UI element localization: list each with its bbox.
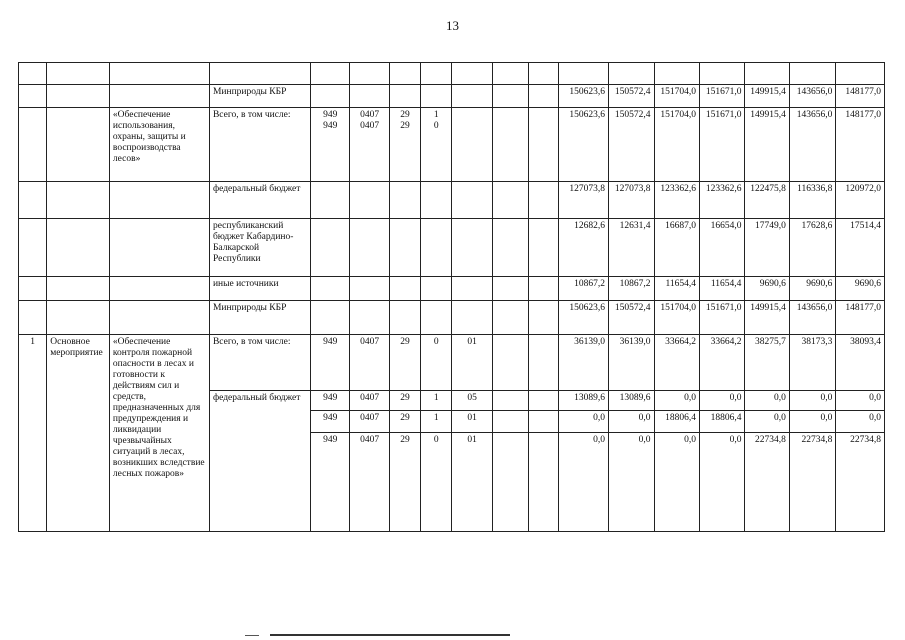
- value-cell: 13089,6: [609, 391, 654, 411]
- value-cell: 9690,6: [745, 277, 789, 301]
- row-kind-cell: [47, 219, 110, 277]
- code-cell: [350, 277, 389, 301]
- code-cell: [452, 182, 492, 219]
- value-cell: 38093,4: [836, 335, 885, 391]
- scan-mark: [245, 635, 259, 636]
- empty-cell: [529, 301, 558, 335]
- value-cell: 0,0: [609, 433, 654, 532]
- code-cell: 1 0: [421, 108, 452, 182]
- value-cell: 150572,4: [609, 108, 654, 182]
- empty-cell: [492, 277, 528, 301]
- empty-cell: [492, 301, 528, 335]
- empty-cell: [529, 219, 558, 277]
- row-number-cell: [19, 182, 47, 219]
- funding-source-cell: Минприроды КБР: [209, 85, 310, 108]
- value-cell: 0,0: [836, 391, 885, 411]
- value-cell: 127073,8: [558, 182, 609, 219]
- value-cell: 148177,0: [836, 85, 885, 108]
- code-cell: [452, 85, 492, 108]
- table-row: [19, 85, 885, 108]
- value-cell: 116336,8: [789, 182, 835, 219]
- value-cell: 0,0: [558, 433, 609, 532]
- code-cell: 0407: [350, 391, 389, 411]
- value-cell: 149915,4: [745, 108, 789, 182]
- value-cell: 11654,4: [654, 277, 699, 301]
- empty-cell: [529, 411, 558, 433]
- value-cell: 123362,6: [699, 182, 744, 219]
- row-number-cell: [19, 63, 47, 85]
- value-cell: [745, 63, 789, 85]
- value-cell: 143656,0: [789, 85, 835, 108]
- value-cell: 17749,0: [745, 219, 789, 277]
- value-cell: 36139,0: [558, 335, 609, 391]
- funding-source-cell: Всего, в том числе:: [209, 335, 310, 391]
- code-cell: [421, 301, 452, 335]
- code-cell: [350, 85, 389, 108]
- value-cell: 10867,2: [609, 277, 654, 301]
- code-cell: 949: [311, 391, 350, 411]
- value-cell: 120972,0: [836, 182, 885, 219]
- value-cell: 151704,0: [654, 301, 699, 335]
- value-cell: 18806,4: [654, 411, 699, 433]
- row-title-cell: [109, 63, 209, 85]
- value-cell: [789, 63, 835, 85]
- code-cell: [350, 301, 389, 335]
- value-cell: 122475,8: [745, 182, 789, 219]
- code-cell: [350, 219, 389, 277]
- empty-cell: [529, 182, 558, 219]
- empty-cell: [492, 182, 528, 219]
- row-kind-cell: [47, 301, 110, 335]
- value-cell: 17514,4: [836, 219, 885, 277]
- code-cell: [350, 182, 389, 219]
- row-title-cell: [109, 301, 209, 335]
- value-cell: 0,0: [558, 411, 609, 433]
- row-number-cell: [19, 85, 47, 108]
- code-cell: 05: [452, 391, 492, 411]
- code-cell: [389, 182, 420, 219]
- row-title-cell: [109, 85, 209, 108]
- value-cell: 151671,0: [699, 108, 744, 182]
- value-cell: 0,0: [609, 411, 654, 433]
- code-cell: [389, 85, 420, 108]
- table-row: [19, 219, 885, 277]
- code-cell: 29 29: [389, 108, 420, 182]
- empty-cell: [492, 85, 528, 108]
- code-cell: [311, 277, 350, 301]
- page-number: 13: [446, 18, 459, 33]
- value-cell: 150623,6: [558, 301, 609, 335]
- code-cell: 29: [389, 411, 420, 433]
- funding-source-cell: иные источники: [209, 277, 310, 301]
- funding-source-cell: Минприроды КБР: [209, 301, 310, 335]
- table-row: [19, 108, 885, 182]
- code-cell: 01: [452, 433, 492, 532]
- row-number-cell: [19, 277, 47, 301]
- value-cell: 150572,4: [609, 301, 654, 335]
- value-cell: 13089,6: [558, 391, 609, 411]
- value-cell: 0,0: [789, 411, 835, 433]
- code-cell: [311, 63, 350, 85]
- value-cell: 38275,7: [745, 335, 789, 391]
- table-row: [19, 182, 885, 219]
- code-cell: [389, 301, 420, 335]
- value-cell: 0,0: [789, 391, 835, 411]
- empty-cell: [529, 63, 558, 85]
- code-cell: [452, 108, 492, 182]
- value-cell: 22734,8: [789, 433, 835, 532]
- code-cell: 0407: [350, 335, 389, 391]
- value-cell: 148177,0: [836, 301, 885, 335]
- code-cell: 29: [389, 335, 420, 391]
- empty-cell: [492, 433, 528, 532]
- value-cell: 150572,4: [609, 85, 654, 108]
- activity-title-cell: «Обеспечение контроля пожарной опасности в лесах и готовности к действиям сил и средств, предназначенных для предупреждения и ликвидации чрезвычайных ситуаций в лесах, возникших вследствие лесных пожаров»: [109, 335, 209, 532]
- code-cell: [421, 277, 452, 301]
- value-cell: 9690,6: [836, 277, 885, 301]
- funding-source-cell: федеральный бюджет: [209, 182, 310, 219]
- row-title-cell: [109, 219, 209, 277]
- value-cell: 36139,0: [609, 335, 654, 391]
- empty-cell: [529, 433, 558, 532]
- value-cell: 38173,3: [789, 335, 835, 391]
- code-cell: [311, 301, 350, 335]
- code-cell: [452, 277, 492, 301]
- code-cell: [389, 63, 420, 85]
- code-cell: 1: [421, 391, 452, 411]
- row-number-cell: [19, 108, 47, 182]
- row-kind-cell: [47, 277, 110, 301]
- value-cell: 22734,8: [836, 433, 885, 532]
- value-cell: 0,0: [654, 433, 699, 532]
- code-cell: [311, 85, 350, 108]
- empty-cell: [492, 219, 528, 277]
- activity-kind-cell: Основное мероприятие: [47, 335, 110, 532]
- activity-number-cell: 1: [19, 335, 47, 532]
- empty-cell: [492, 335, 528, 391]
- value-cell: 151671,0: [699, 301, 744, 335]
- empty-cell: [492, 63, 528, 85]
- value-cell: 0,0: [654, 391, 699, 411]
- empty-cell: [492, 108, 528, 182]
- value-cell: 9690,6: [789, 277, 835, 301]
- value-cell: 16687,0: [654, 219, 699, 277]
- value-cell: 0,0: [699, 391, 744, 411]
- value-cell: 150623,6: [558, 108, 609, 182]
- row-number-cell: [19, 301, 47, 335]
- value-cell: 151704,0: [654, 85, 699, 108]
- value-cell: [558, 63, 609, 85]
- row-title-cell: [109, 277, 209, 301]
- code-cell: 0407: [350, 411, 389, 433]
- empty-cell: [529, 391, 558, 411]
- empty-cell: [529, 85, 558, 108]
- value-cell: 16654,0: [699, 219, 744, 277]
- row-kind-cell: [47, 182, 110, 219]
- code-cell: [389, 277, 420, 301]
- code-cell: [452, 219, 492, 277]
- value-cell: [836, 63, 885, 85]
- code-cell: [350, 63, 389, 85]
- value-cell: 12682,6: [558, 219, 609, 277]
- funding-source-cell: федеральный бюджет: [209, 391, 310, 532]
- value-cell: 0,0: [836, 411, 885, 433]
- budget-table: [18, 62, 885, 532]
- code-cell: 949: [311, 411, 350, 433]
- row-number-cell: [19, 219, 47, 277]
- table-row: [19, 63, 885, 85]
- code-cell: 0: [421, 433, 452, 532]
- code-cell: 1: [421, 411, 452, 433]
- funding-source-cell: республиканский бюджет Кабардино-Балкарской Республики: [209, 219, 310, 277]
- code-cell: 01: [452, 411, 492, 433]
- value-cell: 127073,8: [609, 182, 654, 219]
- code-cell: [421, 63, 452, 85]
- value-cell: 148177,0: [836, 108, 885, 182]
- value-cell: 18806,4: [699, 411, 744, 433]
- value-cell: 0,0: [745, 411, 789, 433]
- value-cell: 149915,4: [745, 85, 789, 108]
- code-cell: 949: [311, 433, 350, 532]
- value-cell: 143656,0: [789, 301, 835, 335]
- value-cell: 17628,6: [789, 219, 835, 277]
- footer-rule: [270, 634, 510, 636]
- code-cell: [389, 219, 420, 277]
- code-cell: 29: [389, 391, 420, 411]
- code-cell: [421, 219, 452, 277]
- code-cell: 0407: [350, 433, 389, 532]
- table-row: [19, 277, 885, 301]
- code-cell: [452, 63, 492, 85]
- code-cell: 0: [421, 335, 452, 391]
- row-kind-cell: [47, 108, 110, 182]
- value-cell: 22734,8: [745, 433, 789, 532]
- code-cell: [311, 182, 350, 219]
- code-cell: 949: [311, 335, 350, 391]
- empty-cell: [529, 108, 558, 182]
- value-cell: 11654,4: [699, 277, 744, 301]
- value-cell: 33664,2: [699, 335, 744, 391]
- row-title-cell: [109, 182, 209, 219]
- code-cell: [452, 301, 492, 335]
- code-cell: 0407 0407: [350, 108, 389, 182]
- value-cell: 123362,6: [654, 182, 699, 219]
- value-cell: 151671,0: [699, 85, 744, 108]
- value-cell: 0,0: [699, 433, 744, 532]
- empty-cell: [529, 277, 558, 301]
- code-cell: [421, 85, 452, 108]
- row-kind-cell: [47, 63, 110, 85]
- row-title-cell: «Обеспечение использования, охраны, защиты и воспроизводства лесов»: [109, 108, 209, 182]
- value-cell: 12631,4: [609, 219, 654, 277]
- value-cell: [699, 63, 744, 85]
- row-kind-cell: [47, 85, 110, 108]
- code-cell: 01: [452, 335, 492, 391]
- empty-cell: [529, 335, 558, 391]
- value-cell: [609, 63, 654, 85]
- value-cell: 151704,0: [654, 108, 699, 182]
- funding-source-cell: [209, 63, 310, 85]
- value-cell: 149915,4: [745, 301, 789, 335]
- value-cell: 150623,6: [558, 85, 609, 108]
- value-cell: [654, 63, 699, 85]
- funding-source-cell: Всего, в том числе:: [209, 108, 310, 182]
- code-cell: 29: [389, 433, 420, 532]
- table-row: [19, 301, 885, 335]
- empty-cell: [492, 411, 528, 433]
- value-cell: 33664,2: [654, 335, 699, 391]
- value-cell: 10867,2: [558, 277, 609, 301]
- code-cell: [421, 182, 452, 219]
- value-cell: 0,0: [745, 391, 789, 411]
- table-row: [19, 335, 885, 391]
- code-cell: 949 949: [311, 108, 350, 182]
- value-cell: 143656,0: [789, 108, 835, 182]
- empty-cell: [492, 391, 528, 411]
- code-cell: [311, 219, 350, 277]
